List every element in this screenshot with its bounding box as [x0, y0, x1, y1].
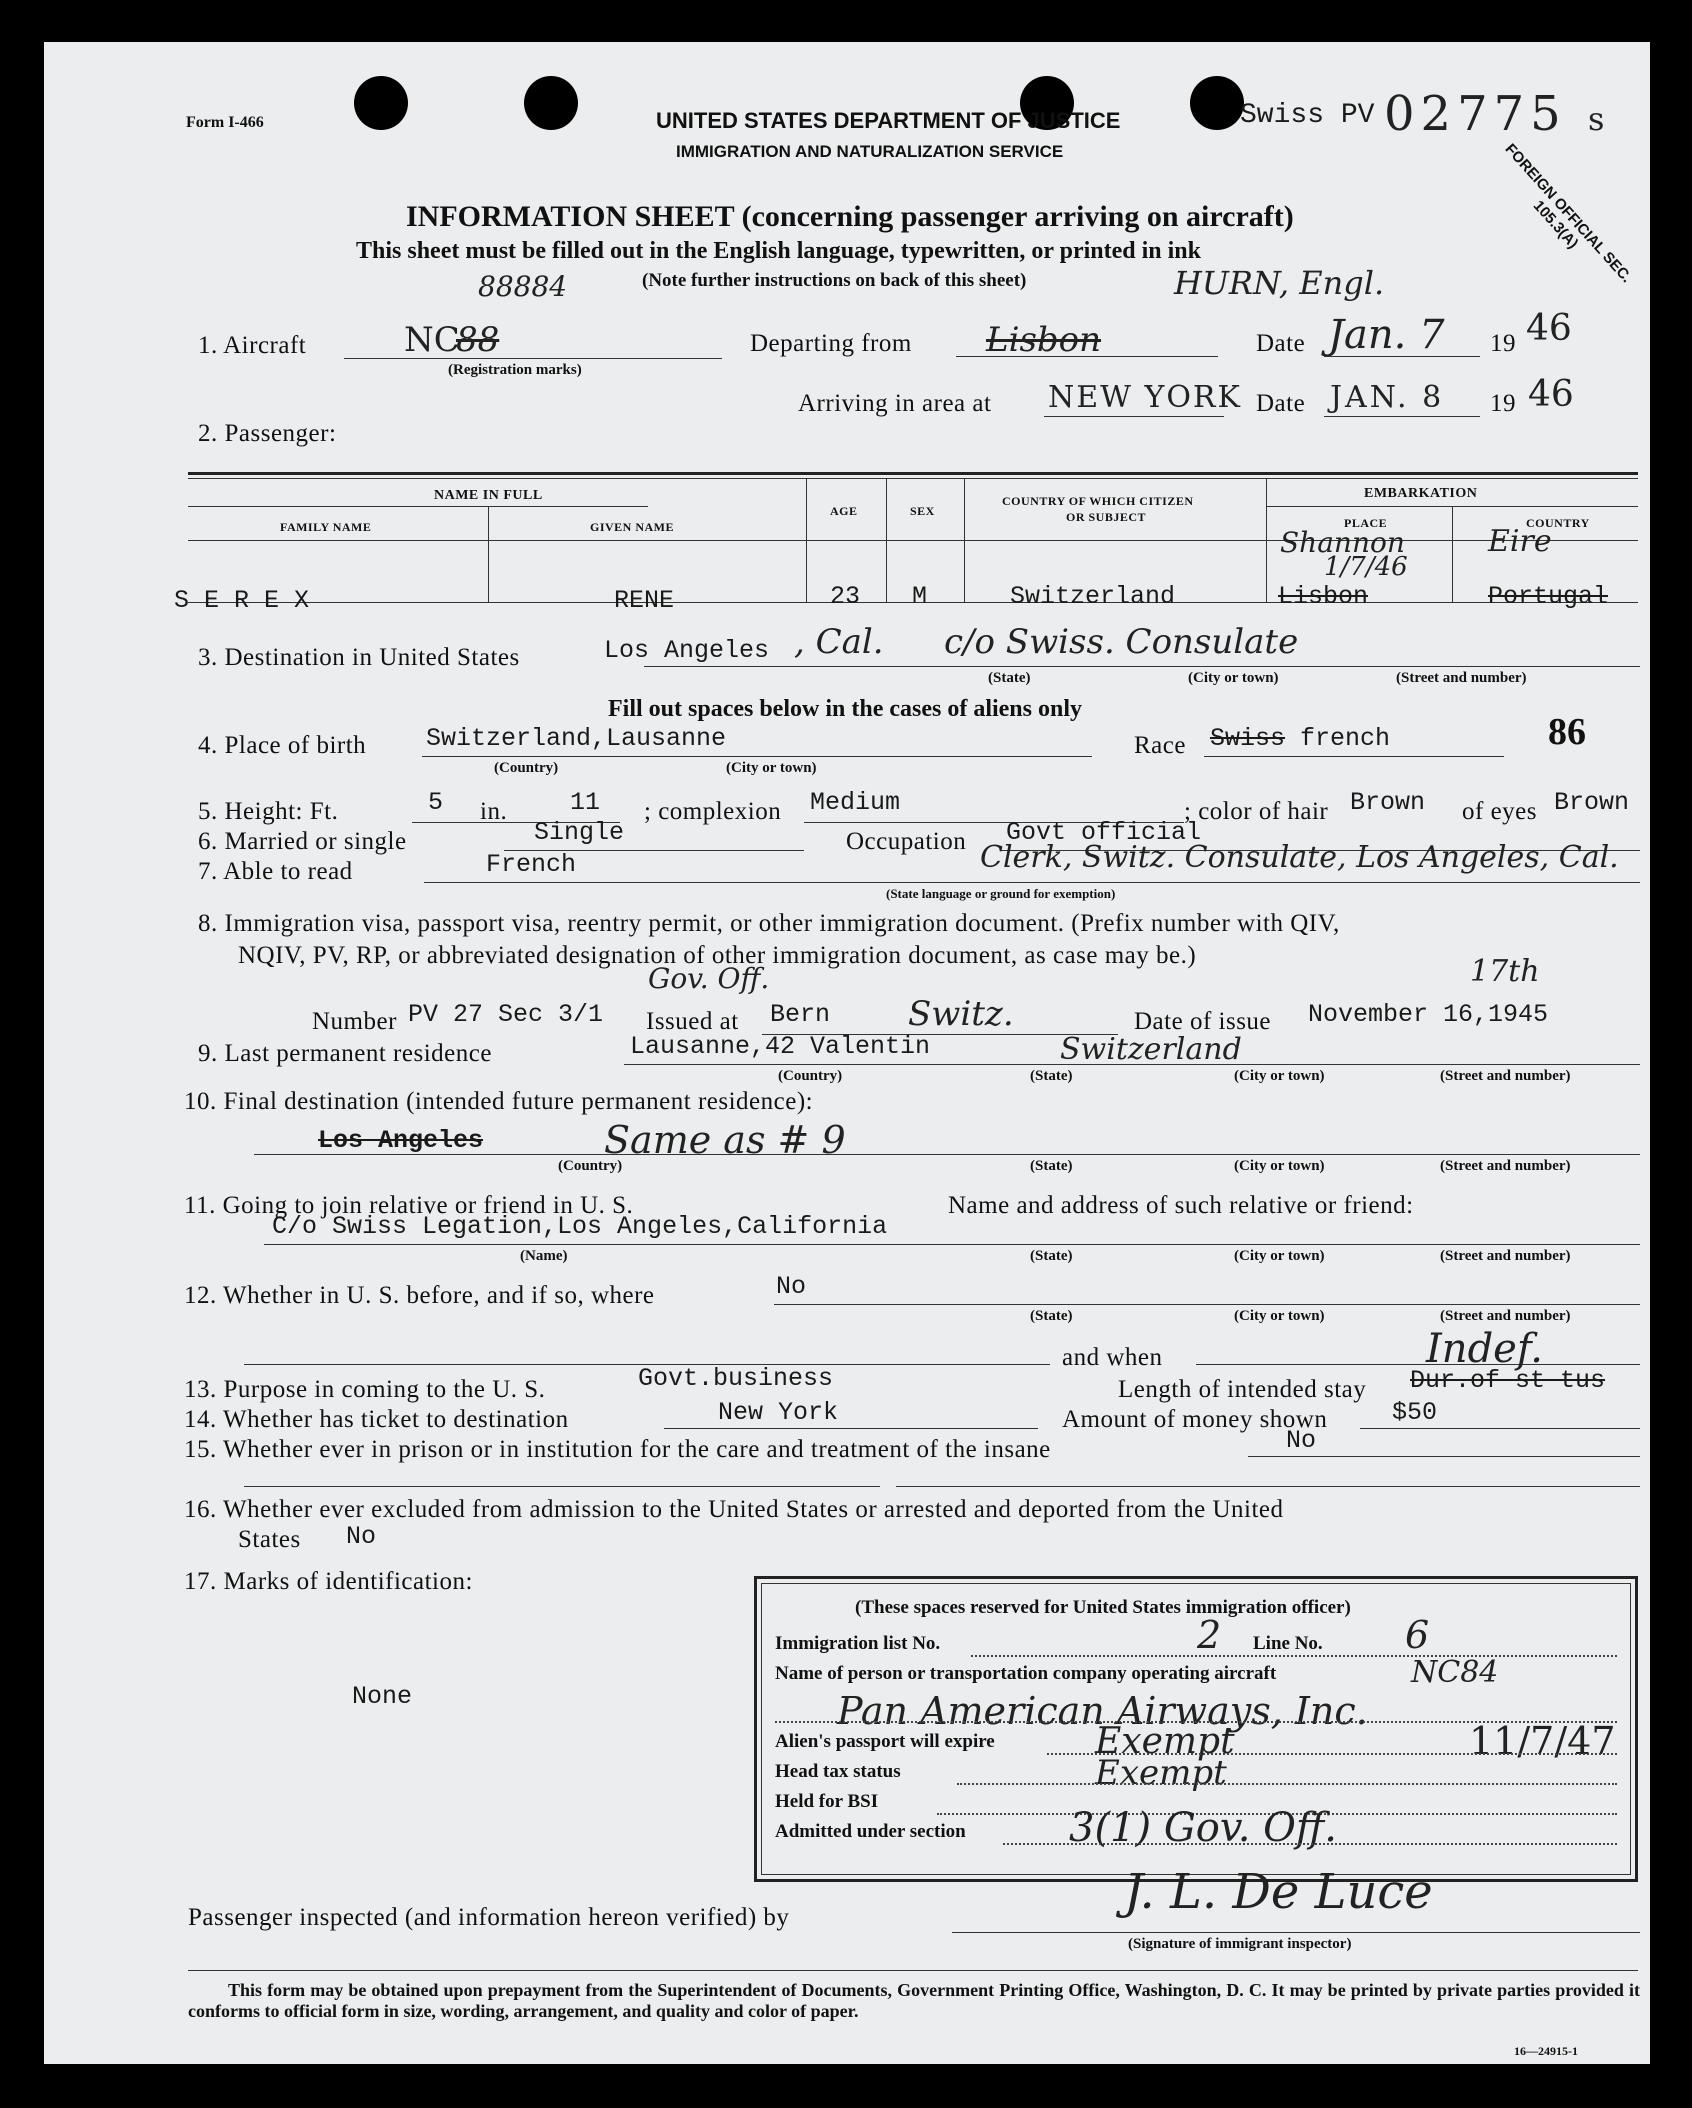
- stay-struck: Dur.of st tus: [1410, 1366, 1606, 1395]
- country-header-2: OR SUBJECT: [1066, 510, 1147, 524]
- place-date-handwritten: 1/7/46: [1324, 552, 1408, 582]
- passenger-label: 2. Passenger:: [198, 420, 337, 447]
- birth-label: 4. Place of birth: [198, 732, 367, 759]
- friend-label: Name and address of such relative or friend:: [948, 1192, 1414, 1219]
- citizen-cell: Switzerland: [1010, 582, 1176, 611]
- arrive-date-line: [1324, 416, 1480, 417]
- officer-box: [754, 1576, 1638, 1882]
- complexion-value: Medium: [810, 788, 901, 817]
- friend-street-caption: (Street and number): [1440, 1248, 1571, 1264]
- bsi-label: Held for BSI: [775, 1791, 879, 1812]
- prison-line-3: [896, 1486, 1640, 1487]
- department: UNITED STATES DEPARTMENT OF JUSTICE: [656, 108, 1121, 133]
- height-inch-label: in.: [480, 798, 508, 825]
- prison-label: 15. Whether ever in prison or in institution for the care and treatment of the insane: [184, 1436, 1051, 1463]
- destination-label: 3. Destination in United States: [198, 644, 520, 671]
- punch-hole: [1190, 76, 1244, 130]
- read-value: French: [486, 850, 577, 879]
- purpose-value: Govt.business: [638, 1364, 834, 1393]
- country-sub-header: COUNTRY: [1526, 516, 1590, 530]
- friend-state-caption: (State): [1030, 1248, 1073, 1264]
- ticket-value: New York: [718, 1398, 839, 1427]
- money-line: [1360, 1428, 1640, 1429]
- height-feet: 5: [428, 788, 444, 817]
- tax-line: [957, 1783, 1617, 1785]
- number-label: Number: [312, 1008, 397, 1035]
- signature-caption: (Signature of immigrant inspector): [1128, 1936, 1352, 1952]
- occupation-value: Govt official: [1006, 818, 1202, 847]
- stay-label: Length of intended stay: [1118, 1376, 1367, 1403]
- list-value: 2: [1197, 1613, 1222, 1657]
- country-handwritten: Eire: [1488, 524, 1552, 559]
- friend-value: C/o Swiss Legation,Los Angeles,California: [272, 1212, 888, 1241]
- complexion-label: ; complexion: [644, 798, 782, 825]
- file-number-digits: 02775: [1384, 86, 1567, 142]
- race-value: french: [1300, 724, 1391, 753]
- company-label: Name of person or transportation company operating aircraft: [775, 1663, 1277, 1684]
- ticket-line: [664, 1428, 1038, 1429]
- read-handwritten: Clerk, Switz. Consulate, Los Angeles, Cal.: [980, 840, 1619, 875]
- residence-label: 9. Last permanent residence: [198, 1040, 492, 1067]
- age-header: AGE: [830, 504, 858, 518]
- aliens-only-heading: Fill out spaces below in the cases of aliens only: [608, 696, 1083, 722]
- departing-label: Departing from: [750, 330, 912, 357]
- file-number: [1384, 86, 1610, 142]
- country-header-1: COUNTRY OF WHICH CITIZEN: [1002, 494, 1194, 508]
- issue-date-value: November 16,1945: [1308, 1000, 1549, 1029]
- place-struck: Lisbon: [1278, 582, 1369, 611]
- money-value: $50: [1392, 1398, 1438, 1427]
- eyes-value: Brown: [1554, 788, 1630, 817]
- depart-year: 46: [1526, 308, 1572, 349]
- read-caption: (State language or ground for exemption): [886, 886, 1116, 901]
- arriving-label: Arriving in area at: [798, 390, 992, 417]
- tax-label: Head tax status: [775, 1761, 901, 1782]
- issue-date-label: Date of issue: [1134, 1008, 1272, 1035]
- document-label-2: NQIV, PV, RP, or abbreviated designation of other immigration document, as case may be.): [238, 942, 1197, 969]
- race-label: Race: [1134, 732, 1186, 759]
- name-in-full-header: NAME IN FULL: [434, 488, 543, 503]
- depart-date-line: [1324, 356, 1480, 357]
- dest-street-caption: (Street and number): [1396, 670, 1527, 686]
- and-when-label: and when: [1062, 1344, 1163, 1371]
- arrive-date-label: Date: [1256, 390, 1306, 417]
- final-line: [254, 1154, 1640, 1155]
- destination-city: Los Angeles: [604, 636, 770, 665]
- printer-code: 16—24915-1: [1514, 2044, 1578, 2058]
- race-struck: Swiss: [1210, 724, 1286, 753]
- officer-heading: (These spaces reserved for United States immigration officer): [855, 1597, 1351, 1618]
- aircraft-label: 1. Aircraft: [198, 332, 307, 359]
- passport-label: Alien's passport will expire: [775, 1731, 995, 1752]
- residence-handwritten: Switzerland: [1060, 1032, 1242, 1067]
- hair-label: ; color of hair: [1184, 798, 1329, 825]
- country-struck: Portugal: [1488, 582, 1609, 611]
- before-city-caption: (City or town): [1234, 1308, 1325, 1324]
- before-street-caption: (Street and number): [1440, 1308, 1571, 1324]
- friend-name-caption: (Name): [520, 1248, 568, 1264]
- destination-line: [644, 666, 1640, 667]
- sex-cell: M: [912, 582, 928, 611]
- place-header: PLACE: [1344, 516, 1388, 530]
- occupation-label: Occupation: [846, 828, 967, 855]
- res-state-caption: (State): [1030, 1068, 1073, 1084]
- line-value: 6: [1405, 1613, 1430, 1657]
- issued-handwritten: Switz.: [908, 994, 1014, 1034]
- birth-line: [422, 756, 1092, 757]
- family-name-cell: S E R E X: [174, 586, 310, 615]
- aircraft-prefix: NC: [404, 320, 460, 360]
- inspected-label: Passenger inspected (and information hereon verified) by: [188, 1904, 790, 1931]
- final-state-caption: (State): [1030, 1158, 1073, 1174]
- stay-handwritten: Indef.: [1426, 1326, 1543, 1372]
- passport-value: Exempt: [1095, 1721, 1235, 1762]
- friend-q-label: 11. Going to join relative or friend in U. S.: [184, 1192, 634, 1219]
- service: IMMIGRATION AND NATURALIZATION SERVICE: [676, 142, 1064, 161]
- document-label: 8. Immigration visa, passport visa, reentry permit, or other immigration document. (Prefix number with QIV,: [198, 910, 1340, 937]
- issued-label: Issued at: [646, 1008, 739, 1035]
- before-state-caption: (State): [1030, 1308, 1073, 1324]
- final-street-caption: (Street and number): [1440, 1158, 1571, 1174]
- read-label: 7. Able to read: [198, 858, 353, 885]
- res-street-caption: (Street and number): [1440, 1068, 1571, 1084]
- race-line: [1204, 756, 1504, 757]
- form-number: Form I-466: [186, 114, 264, 131]
- family-name-header: FAMILY NAME: [280, 520, 372, 534]
- marital-value: Single: [534, 818, 625, 847]
- before-value: No: [776, 1272, 807, 1301]
- res-city-caption: (City or town): [1234, 1068, 1325, 1084]
- punch-hole: [524, 76, 578, 130]
- excluded-label: 16. Whether ever excluded from admission to the United States or arrested and deported from the United: [184, 1496, 1284, 1523]
- form-note: (Note further instructions on back of this sheet): [642, 270, 1027, 291]
- aircraft-handwritten: 88884: [478, 270, 568, 303]
- depart-date-label: Date: [1256, 330, 1306, 357]
- foreign-official-stamp: [1482, 133, 1641, 304]
- section-label: Admitted under section: [775, 1821, 966, 1842]
- place-handwritten: Shannon: [1280, 526, 1405, 559]
- inspector-line: [952, 1932, 1640, 1933]
- page-mark: 86: [1548, 711, 1586, 753]
- footer-rule: [188, 1970, 1638, 1971]
- line-label: Line No.: [1253, 1633, 1323, 1654]
- file-number-suffix: s: [1587, 100, 1611, 138]
- destination-street: c/o Swiss. Consulate: [944, 622, 1299, 662]
- depart-year-prefix: 19: [1490, 330, 1516, 357]
- departing-line: [956, 356, 1218, 357]
- residence-line: [624, 1064, 1640, 1065]
- res-country-caption: (Country): [778, 1068, 843, 1084]
- eyes-label: of eyes: [1462, 798, 1537, 825]
- excluded-label-2: States: [238, 1526, 301, 1553]
- number-value: PV 27 Sec 3/1: [408, 1000, 604, 1029]
- final-city-caption: (City or town): [1234, 1158, 1325, 1174]
- friend-line: [264, 1244, 1640, 1245]
- excluded-value: No: [346, 1522, 377, 1551]
- height-inches: 11: [570, 788, 601, 817]
- hair-value: Brown: [1350, 788, 1426, 817]
- destination-state: , Cal.: [794, 622, 884, 662]
- list-label: Immigration list No.: [775, 1633, 941, 1654]
- passport-date: 11/7/47: [1469, 1719, 1616, 1763]
- aircraft-struck: 88: [456, 320, 500, 360]
- dest-city-caption: (City or town): [1188, 670, 1279, 686]
- given-name-cell: RENE: [614, 586, 675, 615]
- form-title: INFORMATION SHEET (concerning passenger arriving on aircraft): [406, 200, 1294, 233]
- prison-value: No: [1286, 1426, 1317, 1455]
- given-name-header: GIVEN NAME: [590, 520, 675, 534]
- registration-caption: (Registration marks): [448, 362, 582, 378]
- marital-label: 6. Married or single: [198, 828, 407, 855]
- arriving-line: [1044, 416, 1224, 417]
- birth-country-caption: (Country): [494, 760, 559, 776]
- departing-handwritten: HURN, Engl.: [1174, 264, 1385, 302]
- tax-value: Exempt: [1095, 1753, 1227, 1793]
- prison-line-2: [244, 1486, 880, 1487]
- read-line: [424, 882, 1640, 883]
- form-sheet: [44, 42, 1650, 2064]
- arriving-value: NEW YORK: [1048, 380, 1242, 415]
- before-label: 12. Whether in U. S. before, and if so, where: [184, 1282, 655, 1309]
- marks-value: None: [352, 1682, 413, 1711]
- footer-text: This form may be obtained upon prepayment from the Superintendent of Documents, Government Printing Office, Washington, D. C. It may be printed by private parties provided it conforms to official form in size, wording, arrangement, and quality and color of paper.: [188, 1980, 1640, 2021]
- sex-header: SEX: [910, 504, 935, 518]
- residence-value: Lausanne,42 Valentin: [630, 1032, 931, 1061]
- friend-city-caption: (City or town): [1234, 1248, 1325, 1264]
- punch-hole: [354, 76, 408, 130]
- arrive-year-prefix: 19: [1490, 390, 1516, 417]
- embarkation-header: EMBARKATION: [1364, 486, 1478, 501]
- ticket-label: 14. Whether has ticket to destination: [184, 1406, 569, 1433]
- section-value: 3(1) Gov. Off.: [1069, 1805, 1337, 1851]
- company-value: Pan American Airways, Inc.: [837, 1689, 1368, 1733]
- aircraft-line: [344, 358, 722, 359]
- issued-value: Bern: [770, 1000, 831, 1029]
- arrive-date-value: JAN. 8: [1330, 380, 1445, 415]
- list-line: [971, 1655, 1381, 1657]
- height-label: 5. Height: Ft.: [198, 798, 339, 825]
- inspector-signature: J. L. De Luce: [1124, 1864, 1433, 1920]
- prison-line: [1248, 1456, 1640, 1457]
- section-line: [1003, 1843, 1617, 1845]
- departing-struck: Lisbon: [986, 320, 1102, 360]
- age-cell: 23: [830, 582, 861, 611]
- depart-date-value: Jan. 7: [1328, 312, 1445, 358]
- form-subtitle: This sheet must be filled out in the English language, typewritten, or printed in ink: [356, 238, 1201, 264]
- money-label: Amount of money shown: [1062, 1406, 1328, 1433]
- company-aircraft: NC84: [1411, 1655, 1499, 1690]
- issue-date-handwritten: 17th: [1470, 954, 1540, 989]
- final-country-caption: (Country): [558, 1158, 623, 1174]
- final-struck: Los Angeles: [318, 1126, 484, 1155]
- marks-label: 17. Marks of identification:: [184, 1568, 473, 1595]
- arrive-year: 46: [1528, 374, 1574, 415]
- birth-value: Switzerland,Lausanne: [426, 724, 727, 753]
- file-label: Swiss PV: [1240, 100, 1375, 131]
- birth-city-caption: (City or town): [726, 760, 817, 776]
- stamp-text: FOREIGN OFFICIAL SEC. 105.3(A): [1501, 140, 1636, 287]
- and-when-line: [1196, 1364, 1640, 1365]
- final-dest-label: 10. Final destination (intended future permanent residence):: [184, 1088, 814, 1115]
- document-handwritten: Gov. Off.: [648, 962, 770, 995]
- dest-state-caption: (State): [988, 670, 1031, 686]
- before-line: [774, 1304, 1640, 1305]
- final-handwritten: Same as # 9: [604, 1118, 846, 1162]
- purpose-label: 13. Purpose in coming to the U. S.: [184, 1376, 546, 1403]
